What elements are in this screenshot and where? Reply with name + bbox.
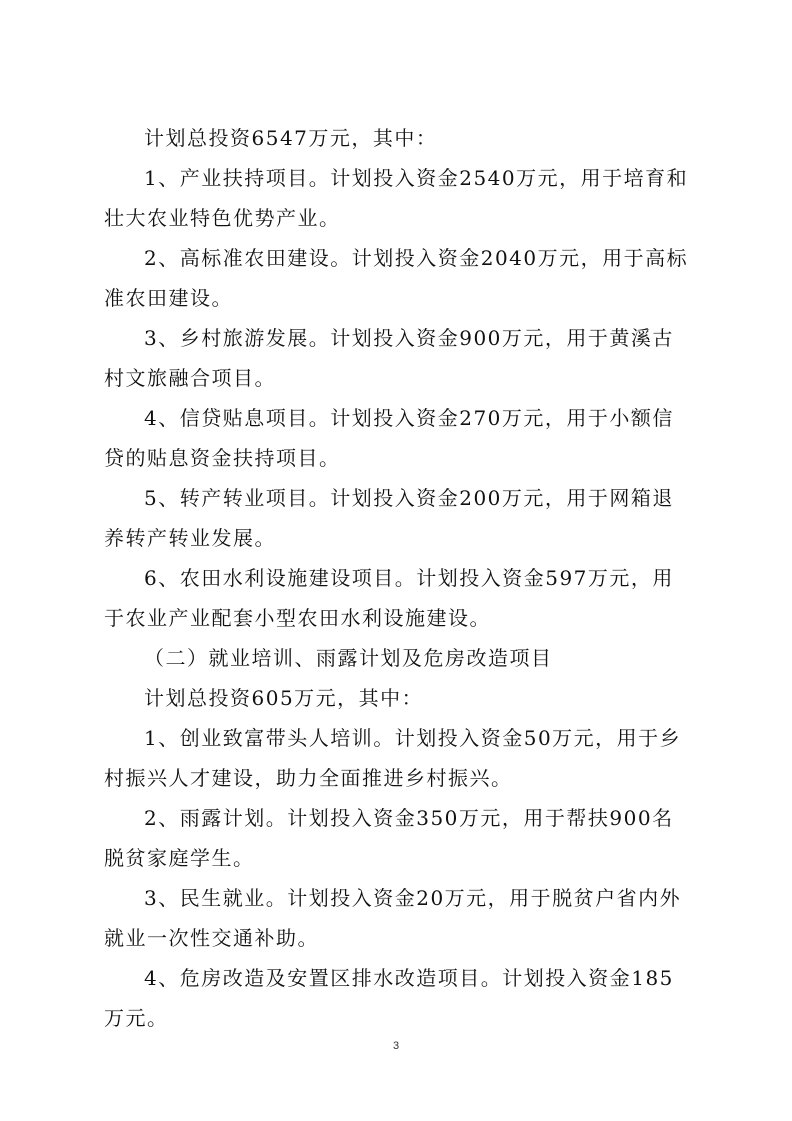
paragraph-item-water-conservancy: 6、农田水利设施建设项目。计划投入资金597万元，用于农业产业配套小型农田水利设施建设。: [104, 566, 674, 630]
paragraph-item-industry-support: 1、产业扶持项目。计划投入资金2540万元，用于培育和壮大农业特色优势产业。: [104, 166, 689, 230]
paragraph-item-industry-transfer: 5、转产转业项目。计划投入资金200万元，用于网箱退养转产转业发展。: [104, 486, 674, 550]
paragraph-item-employment: 3、民生就业。计划投入资金20万元，用于脱贫户省内外就业一次性交通补助。: [104, 886, 682, 950]
page-number: 3: [392, 1040, 400, 1052]
paragraph-item-credit-subsidy: 4、信贷贴息项目。计划投入资金270万元，用于小额信贷的贴息资金扶持项目。: [104, 406, 674, 470]
paragraph-item-yulu-plan: 2、雨露计划。计划投入资金350万元，用于帮扶900名脱贫家庭学生。: [104, 806, 674, 870]
paragraph-item-housing-renovation: 4、危房改造及安置区排水改造项目。计划投入资金185万元。: [104, 966, 674, 1030]
section-heading: （二）就业培训、雨露计划及危房改造项目: [144, 646, 553, 670]
paragraph-total-investment: 计划总投资6547万元，其中：: [144, 126, 438, 150]
paragraph-section-total: 计划总投资605万元，其中：: [144, 686, 424, 710]
paragraph-item-entrepreneur-training: 1、创业致富带头人培训。计划投入资金50万元，用于乡村振兴人才建设，助力全面推进乡村振兴。: [104, 726, 682, 790]
paragraph-item-rural-tourism: 3、乡村旅游发展。计划投入资金900万元，用于黄溪古村文旅融合项目。: [104, 326, 674, 390]
document-body: [104, 118, 690, 1038]
paragraph-item-farmland: 2、高标准农田建设。计划投入资金2040万元，用于高标准农田建设。: [104, 246, 689, 310]
